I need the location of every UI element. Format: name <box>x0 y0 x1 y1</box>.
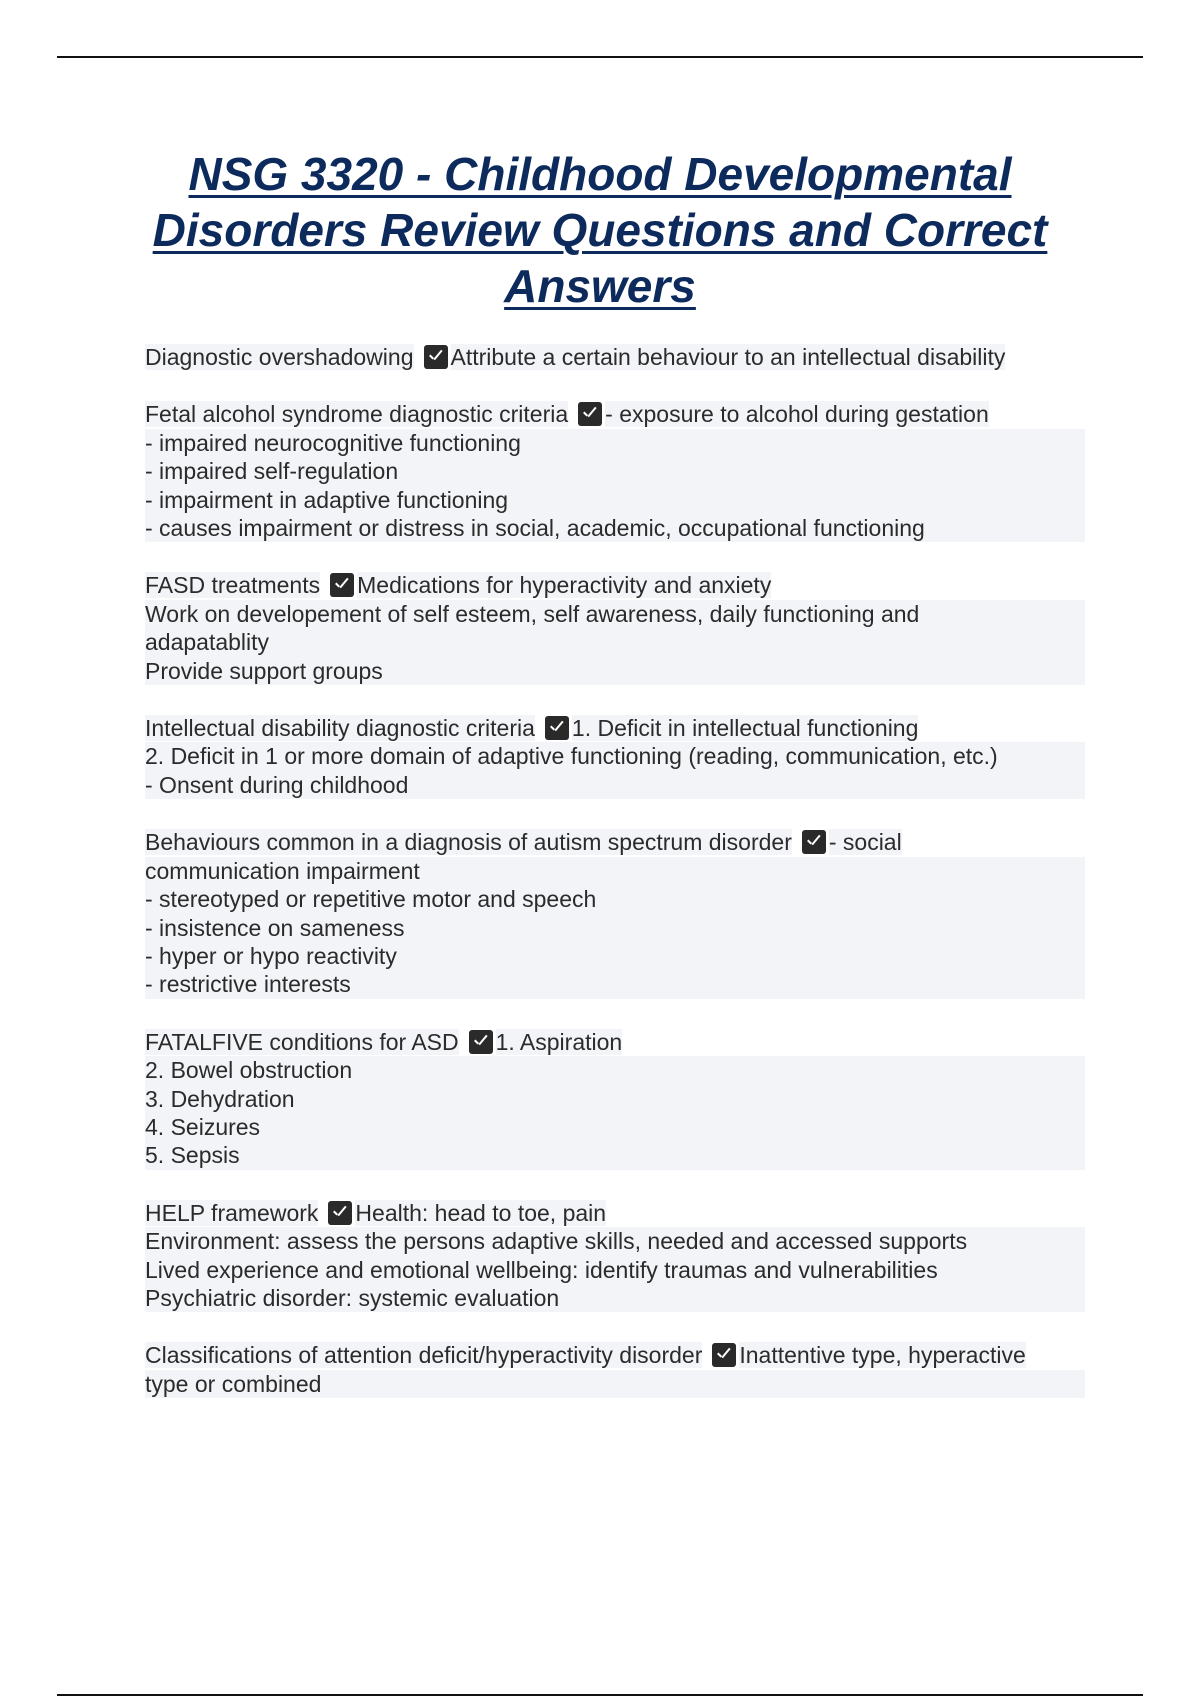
answer-line: 5. Sepsis <box>145 1141 1085 1169</box>
answer-line: Inattentive type, hyperactive <box>739 1342 1026 1369</box>
answer-line: - impaired neurocognitive functioning <box>145 429 1085 457</box>
qa-item <box>145 1028 1085 1170</box>
answer-line: - impaired self-regulation <box>145 457 1085 485</box>
answer-line: Provide support groups <box>145 657 1085 685</box>
qa-item <box>145 400 1085 542</box>
answer-line: Psychiatric disorder: systemic evaluation <box>145 1284 1085 1312</box>
question-text: FASD treatments <box>145 572 321 599</box>
answer-line: Work on developement of self esteem, self awareness, daily functioning and <box>145 600 1085 628</box>
top-rule <box>57 56 1143 58</box>
answer-line: - stereotyped or repetitive motor and speech <box>145 885 1085 913</box>
qa-list <box>145 343 1085 1427</box>
qa-item <box>145 1341 1085 1398</box>
answer-line: type or combined <box>145 1370 1085 1398</box>
checkmark-icon <box>424 345 448 369</box>
answer-line: Lived experience and emotional wellbeing: identify traumas and vulnerabilities <box>145 1256 1085 1284</box>
qa-item <box>145 1199 1085 1313</box>
question-text: HELP framework <box>145 1199 319 1226</box>
qa-item <box>145 828 1085 998</box>
answer-line: - social <box>828 829 902 856</box>
answer-line: 3. Dehydration <box>145 1085 1085 1113</box>
answer-line: - exposure to alcohol during gestation <box>605 401 989 428</box>
checkmark-icon <box>469 1030 493 1054</box>
checkmark-icon <box>578 402 602 426</box>
answer-line: - restrictive interests <box>145 970 1085 998</box>
question-text: Behaviours common in a diagnosis of autism spectrum disorder <box>145 829 792 856</box>
document-title: NSG 3320 - Childhood Developmental Disorders Review Questions and Correct Answers <box>152 148 1048 312</box>
question-text: Diagnostic overshadowing <box>145 344 414 370</box>
bottom-rule <box>57 1694 1143 1696</box>
answer-line: 2. Deficit in 1 or more domain of adaptive functioning (reading, communication, etc.) <box>145 742 1085 770</box>
answer-line: 4. Seizures <box>145 1113 1085 1141</box>
answer-line: - causes impairment or distress in social, academic, occupational functioning <box>145 514 1085 542</box>
answer-line: Health: head to toe, pain <box>355 1199 607 1226</box>
answer-line: Attribute a certain behaviour to an intellectual disability <box>450 344 1006 370</box>
answer-line: Environment: assess the persons adaptive skills, needed and accessed supports <box>145 1227 1085 1255</box>
checkmark-icon <box>330 573 354 597</box>
answer-line: adapatablity <box>145 628 1085 656</box>
answer-line: - hyper or hypo reactivity <box>145 942 1085 970</box>
checkmark-icon <box>545 716 569 740</box>
answer-line: 1. Deficit in intellectual functioning <box>571 715 919 742</box>
qa-item <box>145 571 1085 685</box>
answer-line: 1. Aspiration <box>495 1028 623 1055</box>
question-text: FATALFIVE conditions for ASD <box>145 1028 459 1055</box>
answer-line: - impairment in adaptive functioning <box>145 486 1085 514</box>
answer-line: - Onsent during childhood <box>145 771 1085 799</box>
checkmark-icon <box>712 1343 736 1367</box>
answer-line: Medications for hyperactivity and anxiety <box>357 572 772 599</box>
question-text: Classifications of attention deficit/hyperactivity disorder <box>145 1342 703 1369</box>
qa-item <box>145 714 1085 799</box>
checkmark-icon <box>802 830 826 854</box>
question-text: Fetal alcohol syndrome diagnostic criteria <box>145 401 569 428</box>
answer-line: communication impairment <box>145 857 1085 885</box>
answer-line: - insistence on sameness <box>145 914 1085 942</box>
qa-item <box>145 343 1085 371</box>
checkmark-icon <box>328 1201 352 1225</box>
answer-line: 2. Bowel obstruction <box>145 1056 1085 1084</box>
question-text: Intellectual disability diagnostic criteria <box>145 715 535 742</box>
